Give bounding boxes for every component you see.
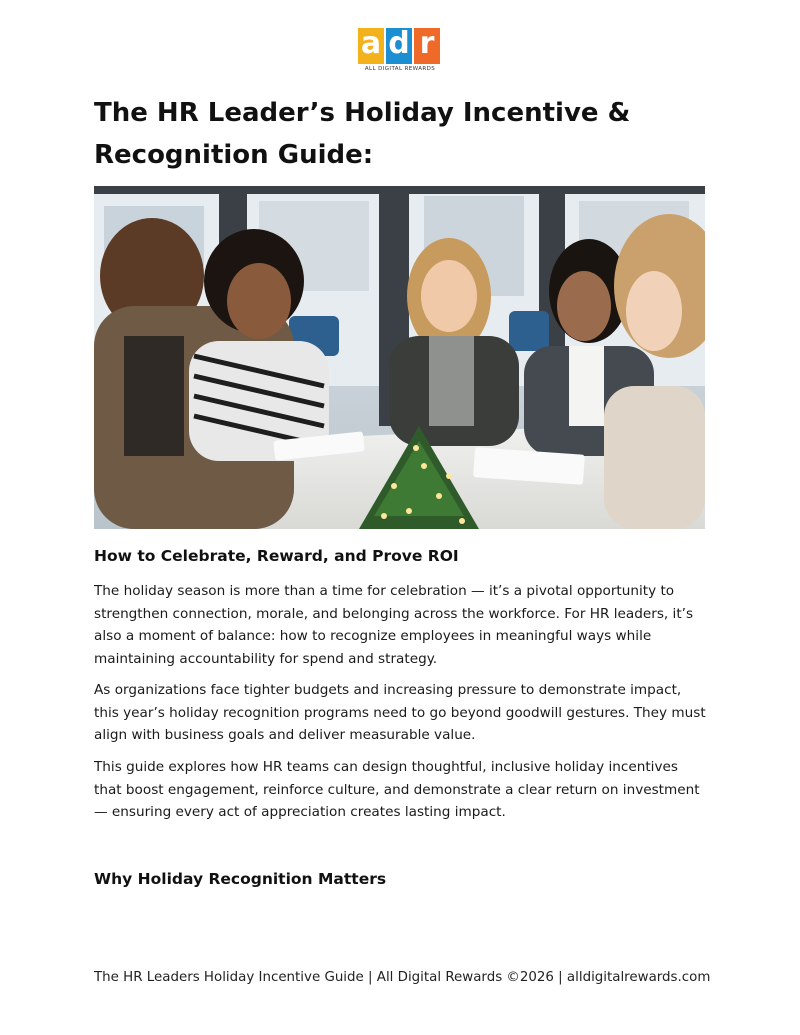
intro-paragraph-2: As organizations face tighter budgets and increasing pressure to demonstrate impact, this year’s holiday recognition programs need to go beyond goodwill gestures. They must align with business goals and deliver measurable value. <box>94 682 706 743</box>
adr-logo <box>358 28 442 74</box>
logo-letter-d: d <box>386 28 412 64</box>
section-heading-roi: How to Celebrate, Reward, and Prove ROI <box>94 547 459 565</box>
page-footer: The HR Leaders Holiday Incentive Guide | All Digital Rewards ©2026 | alldigitalrewards.com <box>94 970 711 985</box>
photo-illustration <box>94 186 705 529</box>
page-title: The HR Leader’s Holiday Incentive & Recognition Guide: <box>94 98 631 170</box>
logo-tiles <box>358 28 442 64</box>
logo-subtitle: ALL DIGITAL REWARDS <box>364 66 436 72</box>
section-heading-why: Why Holiday Recognition Matters <box>94 870 387 888</box>
logo-letter-r: r <box>414 28 440 64</box>
team-meeting-photo <box>94 186 705 529</box>
intro-paragraph-1: The holiday season is more than a time for celebration — it’s a pivotal opportunity to strengthen connection, morale, and belonging across the workforce. For HR leaders, it’s also a moment of balance: how to recognize employees in meaningful ways while maintaining accountability for spend and strategy. <box>94 583 694 667</box>
logo-letter-a: a <box>358 28 384 64</box>
intro-paragraph-3: This guide explores how HR teams can design thoughtful, inclusive holiday incentives that boost engagement, reinforce culture, and demonstrate a clear return on investment — ensuring every act of appreciation creates lasting impact. <box>94 759 700 820</box>
